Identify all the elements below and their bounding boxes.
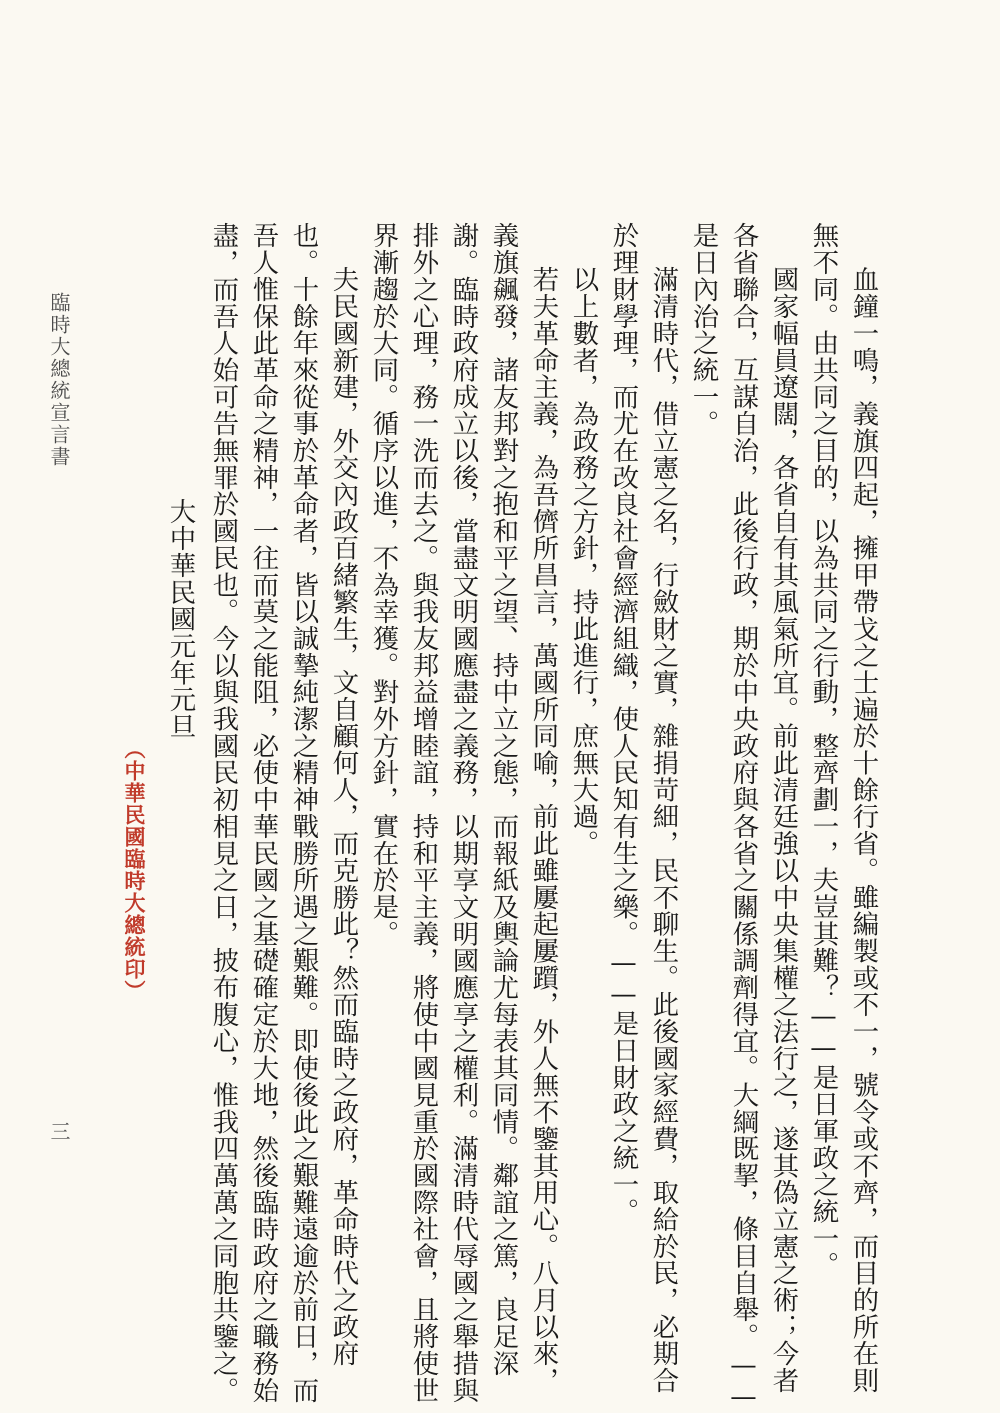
- text-column: 滿清時代，借立憲之名，行斂財之實，雜捐苛細，民不聊生。此後國家經費，取給於民，必期合: [648, 266, 679, 1394]
- text-column: 排外之心理，務一洗而去之。與我友邦益增睦誼，持和平主義，將使中國見重於國際社會，且將使世: [408, 222, 439, 1404]
- text-column: 各省聯合，互謀自治，此後行政，期於中央政府與各省之關係調劑得宜。大綱既挈，條目自舉。——: [728, 222, 759, 1413]
- text-column: 盡，而吾人始可告無罪於國民也。今以與我國民初相見之日，披布腹心，惟我四萬萬之同胞共鑒之。: [208, 222, 239, 1404]
- page-number: 三: [47, 1121, 71, 1141]
- text-column: 是日內治之統一。: [688, 222, 719, 437]
- text-column: 界漸趨於大同。循序以進，不為幸獲。對外方針，實在於是。: [368, 222, 399, 947]
- text-column: 若夫革命主義，為吾儕所昌言，萬國所同喻，前此雖屢起屢躓，外人無不鑒其用心。八月以來，: [528, 266, 559, 1394]
- text-column: 於理財學理，而尤在改良社會經濟組織，使人民知有生之樂。——是日財政之統一。: [608, 222, 639, 1225]
- text-column: 國家幅員遼闊，各省自有其風氣所宜。前此清廷強以中央集權之法行之，遂其偽立憲之術；今者: [768, 266, 799, 1394]
- text-column: 吾人惟保此革命之精神，一往而莫之能阻，必使中華民國之基礎確定於大地，然後臨時政府之職務始: [248, 222, 279, 1404]
- seal-note: （中華民國臨時大總統印）: [122, 738, 146, 1002]
- text-column: 夫民國新建，外交內政百緒繁生，文自顧何人，而克勝此？然而臨時之政府，革命時代之政府: [328, 266, 359, 1367]
- text-column: 以上數者，為政務之方針，持此進行，庶無大過。: [568, 266, 599, 857]
- running-head: 臨時大總統宣言書: [47, 292, 71, 468]
- text-column: 義旗飆發，諸友邦對之抱和平之望、持中立之態，而報紙及輿論尤每表其同情。鄰誼之篤，良足深: [488, 222, 519, 1377]
- text-column: 也。十餘年來從事於革命者，皆以誠摯純潔之精神戰勝所遇之艱難。即使後此之艱難遠逾於前日，而: [288, 222, 319, 1404]
- text-column: 血鐘一鳴，義旗四起，擁甲帶戈之士遍於十餘行省。雖編製或不一，號令或不齊，而目的所在則: [848, 266, 879, 1394]
- text-column: 謝。臨時政府成立以後，當盡文明國應盡之義務，以期享文明國應享之權利。滿清時代辱國之舉措與: [448, 222, 479, 1404]
- date-line: 大中華民國元年元旦: [165, 498, 196, 740]
- text-column: 無不同。由共同之目的，以為共同之行動，整齊劃一，夫豈其難？——是日軍政之統一。: [808, 222, 839, 1279]
